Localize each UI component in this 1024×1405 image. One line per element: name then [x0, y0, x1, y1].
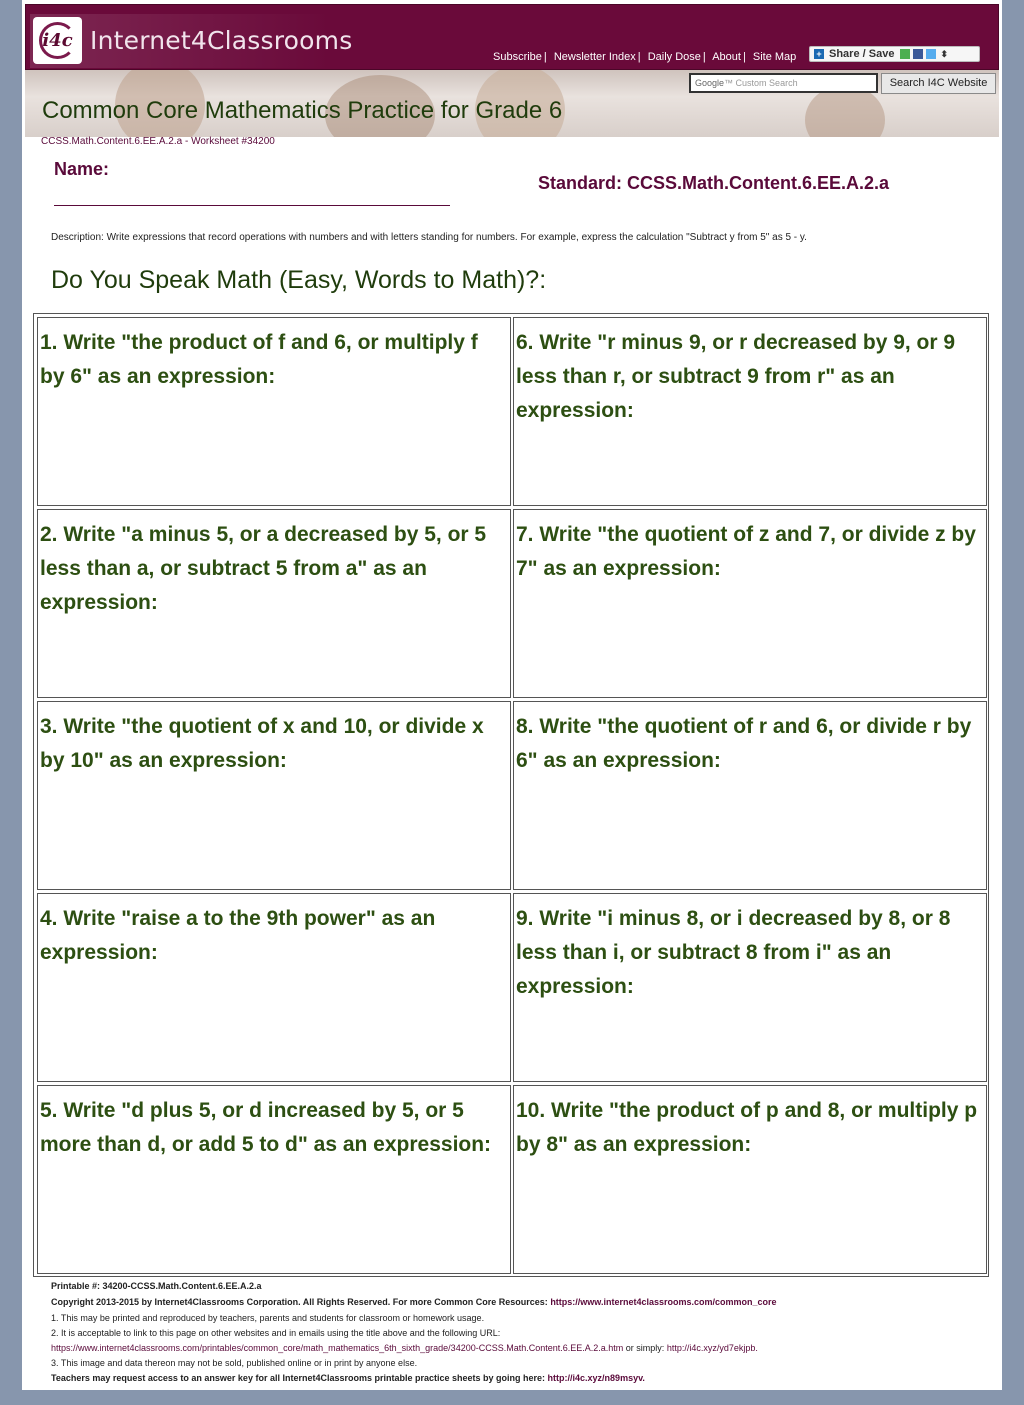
email-share-icon: [900, 49, 910, 59]
top-nav: Subscribe | Newsletter Index | Daily Dose | About | Site Map: [493, 51, 797, 63]
problem-cell: [37, 1085, 511, 1274]
short-url-link[interactable]: http://i4c.xyz/yd7ekjpb.: [666, 1343, 758, 1353]
problem-text: 7. Write "the quotient of z and 7, or divide z by 7" as an expression:: [516, 523, 976, 580]
problem-text: 9. Write "i minus 8, or i decreased by 8, or 8 less than i, or subtract 8 from i" as an expression:: [516, 907, 951, 998]
problem-text: 1. Write "the product of f and 6, or multiply f by 6" as an expression:: [40, 331, 478, 388]
common-core-link[interactable]: https://www.internet4classrooms.com/common_core: [550, 1297, 777, 1307]
problem-text: 3. Write "the quotient of x and 10, or divide x by 10" as an expression:: [40, 715, 484, 772]
hero-banner: [25, 70, 999, 137]
printable-number: Printable #: 34200-CCSS.Math.Content.6.EE.A.2.a: [51, 1281, 262, 1291]
note-2: 2. It is acceptable to link to this page on other websites and in emails using the title above and the following URL:: [51, 1328, 501, 1338]
name-line: [54, 205, 450, 206]
nav-newsletter-index[interactable]: Newsletter Index: [553, 51, 636, 63]
name-label: Name:: [54, 159, 110, 179]
chevron-updown-icon: ⬍: [940, 48, 948, 59]
site-header: [25, 4, 999, 137]
problem-cell: [513, 317, 987, 506]
note-1: 1. This may be printed and reproduced by teachers, parents and students for classroom or homework usage.: [51, 1313, 485, 1323]
facebook-icon: [913, 49, 923, 59]
breadcrumb: CCSS.Math.Content.6.EE.A.2.a - Worksheet #34200: [41, 136, 275, 147]
nav-about[interactable]: About: [712, 51, 741, 63]
nav-daily-dose[interactable]: Daily Dose: [647, 51, 701, 63]
url-line: https://www.internet4classrooms.com/printables/common_core/math_mathematics_6th_sixth_grade/34200-CCSS.Math.Content.6.EE.A.2.a.htm or simply: http://i4c.xyz/yd7ekjpb.: [51, 1343, 758, 1353]
problem-text: 10. Write "the product of p and 8, or multiply p by 8" as an expression:: [516, 1099, 978, 1156]
problem-cell: [37, 701, 511, 890]
standard-label: Standard: CCSS.Math.Content.6.EE.A.2.a: [538, 173, 890, 193]
problem-grid: [33, 313, 989, 1277]
note-3: 3. This image and data thereon may not be sold, published online or in print by anyone else.: [51, 1358, 418, 1368]
copyright: Copyright 2013-2015 by Internet4Classrooms Corporation. All Rights Reserved. For more Common Core Resources: https://www.internet4classrooms.com/common_core: [51, 1297, 777, 1307]
problem-text: 5. Write "d plus 5, or d increased by 5, or 5 more than d, or add 5 to d" as an expression:: [40, 1099, 492, 1156]
problem-cell: [513, 509, 987, 698]
problem-cell: [37, 893, 511, 1082]
search-button[interactable]: Search I4C Website: [881, 73, 996, 94]
problem-text: 2. Write "a minus 5, or a decreased by 5, or 5 less than a, or subtract 5 from a" as an expression:: [40, 523, 487, 614]
answer-key-note: Teachers may request access to an answer key for all Internet4Classrooms printable practice sheets by going here: http://i4c.xyz/n89msyv.: [51, 1373, 645, 1383]
problem-text: 4. Write "raise a to the 9th power" as an expression:: [40, 907, 436, 964]
top-bar: [25, 4, 999, 70]
worksheet-url-link[interactable]: https://www.internet4classrooms.com/printables/common_core/math_mathematics_6th_sixth_grade/34200-CCSS.Math.Content.6.EE.A.2.a.htm: [51, 1343, 624, 1353]
problem-text: 6. Write "r minus 9, or r decreased by 9, or 9 less than r, or subtract 9 from r" as an expression:: [516, 331, 956, 422]
twitter-icon: [926, 49, 936, 59]
logo-text: Internet4Classrooms: [90, 26, 353, 55]
plus-icon: +: [814, 49, 824, 59]
answer-key-link[interactable]: http://i4c.xyz/n89msyv.: [547, 1373, 645, 1383]
search-input[interactable]: Google™ Custom Search: [689, 73, 878, 93]
description: Description: Write expressions that record operations with numbers and with letters standing for numbers. For example, express the calculation "Subtract y from 5" as 5 - y.: [51, 232, 807, 243]
page-title: Common Core Mathematics Practice for Grade 6: [42, 97, 563, 124]
problem-cell: [513, 1085, 987, 1274]
worksheet-page: [22, 0, 1002, 1390]
logo-badge-icon: i4c: [33, 17, 82, 64]
nav-subscribe[interactable]: Subscribe: [493, 51, 542, 63]
problem-cell: [37, 509, 511, 698]
worksheet-title: Do You Speak Math (Easy, Words to Math)?:: [51, 266, 547, 294]
site-logo[interactable]: [30, 14, 353, 68]
nav-site-map[interactable]: Site Map: [752, 51, 797, 63]
problem-cell: [513, 893, 987, 1082]
share-save-button[interactable]: + Share / Save ⬍: [809, 46, 980, 62]
problem-cell: [513, 701, 987, 890]
problem-cell: [37, 317, 511, 506]
problem-text: 8. Write "the quotient of r and 6, or divide r by 6" as an expression:: [516, 715, 972, 772]
